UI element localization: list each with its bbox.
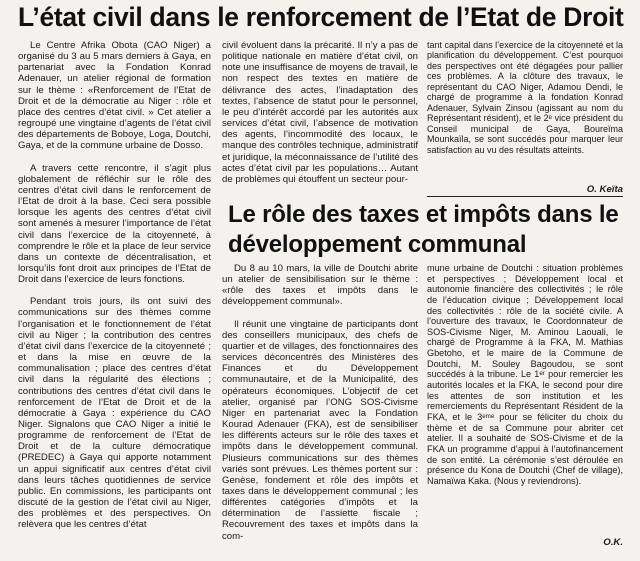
article1-signature: O. Keïta [586, 184, 623, 195]
article2-paragraph: mune urbaine de Doutchi : situation problèmes et perspectives ; Développement local et autonomie financière des collectivités ; le rôle de l’éducation civique ; Développement local des collectivités : rôle de la société civile. A l’ouverture des travaux, le Coordonnateur de SOS-Civisme Niger, M. Aminou Laouali, le chargé de Programme à la FKA, M. Mathias Gbetoho, et le maire de la Commune de Doutchi, M. Souley Bagoudou, se sont succédés à la tribune. Le 1ᵉʳ pour remercier les autorités locales et la FKA, le second pour dire les attentes de son institution et les remerciements du Représentant Résident de la FKA, et le 3ᵉᵐᵉ pour se féliciter du choix du thème et de sa Commune pour abriter cet atelier. Il a souhaité de SOS-Civisme et de la FKA un programme d’appui à l’autofinancement de son entité. La cérémonie s’est déroulée en présence du Kona de Doutchi (Chef de village), Namaïwa Kaka. (Nous y reviendrons). [427, 263, 623, 486]
article1-headline: L’état civil dans le renforcement de l’Etat de Droit [18, 2, 624, 32]
article2-paragraph: Il réunit une vingtaine de participants dont des conseillers municipaux, des chefs de quartier et de villages, des fonctionnaires des services déconcentrés des Ministères des Finances et du Développement communautaire, et de la Municipalité, des opérateurs économiques. L’objectif de cet atelier, organisé par l’ONG SOS-Civisme Niger en partenariat avec la Fondation Kourad Adenauer (FKA), est de sensibiliser les différents acteurs sur le rôle des taxes et impôts dans le développement communal. Plusieurs communications sur des thèmes variés sont prévues. Les thèmes portent sur : Genèse, fondement et rôle des impôts et taxes dans le développement communal ; les différentes catégories d’impôts et la détermination de l’assiette fiscale ; Recouvrement des taxes et impôts dans la com- [222, 318, 418, 542]
article2-headline: Le rôle des taxes et impôts dans le développement communal [228, 201, 619, 258]
article2-column-1 [222, 263, 418, 555]
article2-column-2 [427, 263, 623, 508]
article1-column-1 [18, 40, 211, 555]
article1-paragraph: civil évoluent dans la précarité. Il n’y a pas de politique nationale en matière d’état civil, on note une insuffisance de moyens de travail, le non respect des textes en matière de délivrance des actes, l’inadaptation des textes, l’absence de statut pour le personnel, le peu d’intérêt accordé par les autorités aux services d’état civil, l’absence de motivation des agents, l’incommodité des locaux, le manque des contrôles technique, administratif et juridique, la méconnaissance de l’utilité des actes d’état civil par les populations… Autant de problèmes qui étouffent un secteur pour- [222, 40, 418, 185]
article-separator [427, 196, 623, 197]
article2-paragraph: Du 8 au 10 mars, la ville de Doutchi abrite un atelier de sensibilisation sur le thème : «rôle des taxes et impôts dans le développement communal». [222, 263, 418, 308]
article1-paragraph: Pendant trois jours, ils ont suivi des communications sur des thèmes comme l’organisation et le fonctionnement de l’état civil au Niger ; la contribution des centres d’état civil dans l’exercice de la citoyenneté ; et dans la mise en œuvre de la communalisation ; place des centres d’état civil dans la régularité des élections ; contributions des centres d’état civil dans le renforcement de l’Etat de Droit et de la démocratie à Gaya : expérience du CAO Niger. Signalons que CAO Niger a initié le programme de renforcement de l’Etat de Droit et de la culture démocratique (PREDEC) à Gaya qui apporte notamment un appui significatif aux centres d’état civil dans leurs tâches quotidiennes de service public. En commissions, les participants ont discuté de la gestion de l’état civil au Niger, des problèmes et des perspectives. On relèvera que les centres d’état [18, 296, 211, 531]
article1-column-2 [222, 40, 418, 198]
article1-paragraph: Le Centre Afrika Obota (CAO Niger) a organisé du 3 au 5 mars derniers à Gaya, en partenariat avec la Fondation Konrad Adenauer, un atelier régional de formation sur le thème : «Renforcement de l’Etat de Droit et de la démocratie au Niger : rôle et place des centres d’état civil. » Cet atelier a regroupé une vingtaine d’agents de l’état civil des départements de Boboye, Loga, Doutchi, Gaya, et de la commune urbaine de Dosso. [18, 40, 211, 152]
article1-paragraph: A travers cette rencontre, il s’agit plus globalement de réfléchir sur le rôle des centres d’état civil dans le renforcement de l’Etat de droit à la base. Ceci sera possible lorsque les agents des centres d’état civil sont amenés à mesurer l’importance de l’état civil dans l’exercice de la citoyenneté, à comprendre le rôle et la place de leur service dans un contexte de décentralisation, et lorsqu’ils font droit aux principes de l’Etat de Droit dans l’exercice de leurs fonctions. [18, 162, 211, 286]
article1-column-3 [427, 40, 623, 168]
article1-paragraph: tant capital dans l’exercice de la citoyenneté et la planification du développement. C’est pourquoi des perspectives ont été dégagées pour pallier ces problèmes. A la clôture des travaux, le représentant du CAO Niger, Adamou Dendi, le chargé de programme à la fondation Konrad Adenauer, Sylvain Zinsou (agissant au nom du Représentant résident), et le 2ᵉ vice président du Conseil municipal de Gaya, Boureïma Mounkaïla, se sont succédés pour marquer leur satisfaction au vu des résultats atteints. [427, 40, 623, 155]
article2-signature: O.K. [603, 537, 623, 548]
